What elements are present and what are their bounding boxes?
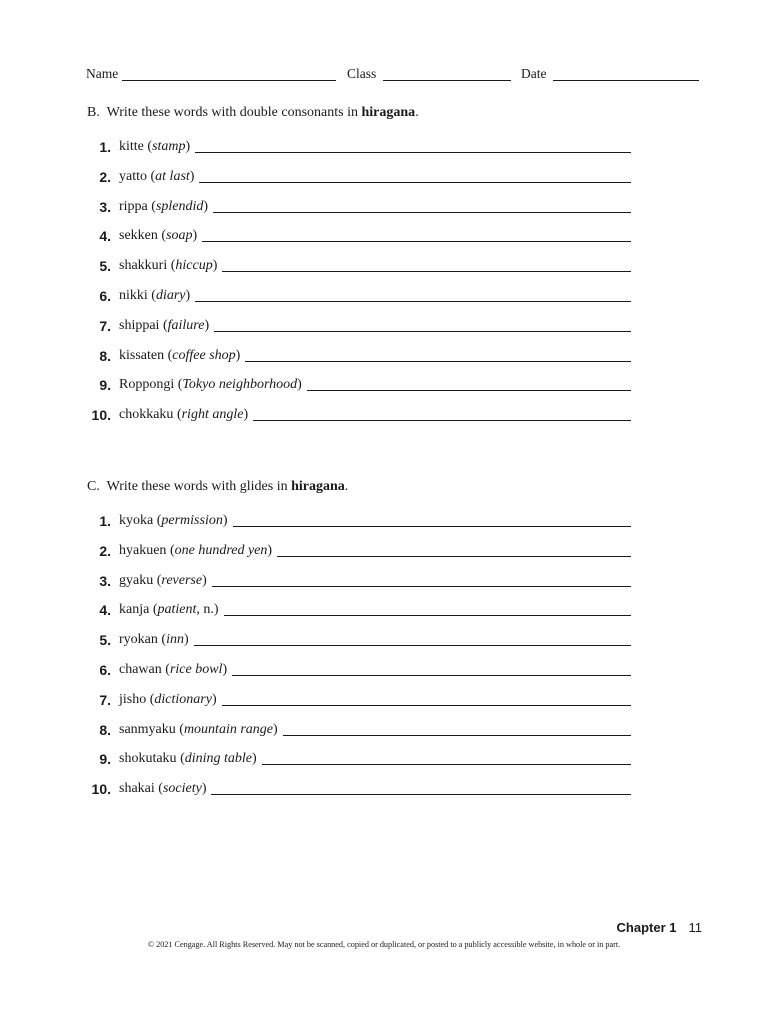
item-number: 10. [91, 781, 111, 798]
item-number: 8. [99, 721, 111, 738]
answer-line[interactable] [222, 705, 631, 706]
item-word: sekken (soap) [119, 228, 198, 244]
romaji-word: kitte [119, 139, 144, 154]
exercise-item [0, 139, 768, 159]
item-word: kissaten (coffee shop) [119, 347, 241, 363]
section-b-instruction: B. Write these words with double consonants in hiragana. [87, 105, 419, 120]
english-gloss: reverse [161, 572, 203, 588]
exercise-item [0, 632, 768, 652]
english-gloss: society [162, 781, 202, 797]
item-number: 2. [99, 542, 111, 559]
english-gloss: coffee shop [172, 347, 236, 363]
item-word: ryokan (inn) [119, 632, 189, 648]
romaji-word: hyakuen [119, 542, 167, 558]
romaji-word: chawan [119, 662, 162, 677]
item-word: sanmyaku (mountain range) [119, 721, 278, 737]
exercise-item [0, 169, 768, 189]
exercise-item [0, 258, 768, 278]
name-label: Name [86, 66, 119, 81]
item-word: yatto (at last) [119, 168, 195, 184]
answer-line[interactable] [212, 586, 631, 587]
answer-line[interactable] [195, 301, 631, 302]
exercise-item [0, 573, 768, 593]
answer-line[interactable] [233, 526, 631, 527]
answer-line[interactable] [232, 675, 631, 676]
answer-line[interactable] [307, 390, 631, 391]
answer-line[interactable] [283, 735, 631, 736]
name-field[interactable] [122, 80, 336, 81]
item-word: shokutaku (dining table) [119, 751, 257, 767]
exercise-item [0, 662, 768, 682]
english-gloss: Tokyo neighborhood [182, 377, 298, 393]
exercise-item [0, 543, 768, 563]
item-number: 9. [99, 751, 111, 768]
english-gloss: stamp [152, 139, 186, 154]
english-gloss: diary [155, 288, 186, 303]
romaji-word: sekken [119, 228, 158, 244]
answer-line[interactable] [194, 645, 631, 646]
romaji-word: shippai [119, 317, 160, 333]
romaji-word: gyaku [119, 572, 154, 588]
item-number: 7. [99, 691, 111, 708]
copyright-notice: © 2021 Cengage. All Rights Reserved. May not be scanned, copied or duplicated, or posted to a publicly accessible website, in whole or in part. [147, 940, 621, 949]
item-number: 3. [99, 198, 111, 215]
item-word: Roppongi (Tokyo neighborhood) [119, 377, 302, 393]
answer-line[interactable] [277, 556, 631, 557]
item-word: jisho (dictionary) [119, 691, 217, 707]
answer-line[interactable] [245, 361, 631, 362]
romaji-word: kissaten [119, 347, 165, 363]
romaji-word: kyoka [119, 513, 154, 528]
item-word: chokkaku (right angle) [119, 407, 249, 423]
item-number: 4. [99, 228, 111, 245]
answer-line[interactable] [213, 212, 631, 213]
item-number: 5. [99, 632, 111, 649]
item-word: chawan (rice bowl) [119, 662, 228, 677]
student-info-header [0, 66, 768, 84]
item-word: shakkuri (hiccup) [119, 258, 218, 274]
answer-line[interactable] [253, 420, 631, 421]
exercise-item [0, 513, 768, 533]
english-gloss: permission [161, 513, 223, 528]
exercise-item [0, 348, 768, 368]
english-gloss: mountain range [183, 721, 273, 737]
item-number: 6. [99, 288, 111, 304]
item-number: 1. [99, 513, 111, 529]
section-c-instruction-text: Write these words with glides in [106, 479, 288, 494]
exercise-item [0, 199, 768, 219]
class-field[interactable] [383, 80, 511, 81]
date-field[interactable] [553, 80, 699, 81]
item-number: 3. [99, 572, 111, 589]
romaji-word: shokutaku [119, 751, 177, 767]
exercise-item [0, 288, 768, 308]
english-gloss: at last [155, 168, 190, 184]
romaji-word: chokkaku [119, 407, 174, 423]
romaji-word: Roppongi [119, 377, 178, 393]
item-number: 5. [99, 258, 111, 275]
english-gloss: right angle [181, 407, 244, 423]
item-word: kyoka (permission) [119, 513, 228, 528]
answer-line[interactable] [214, 331, 631, 332]
section-c-instruction-bold: hiragana [291, 479, 345, 494]
item-number: 1. [99, 139, 111, 155]
section-b-instruction-bold: hiragana [361, 105, 416, 120]
romaji-word: yatto [119, 168, 147, 184]
item-word: rippa (splendid) [119, 198, 209, 214]
english-gloss: patient [157, 602, 197, 618]
chapter-label: Chapter 1 [616, 920, 677, 935]
romaji-word: nikki [119, 288, 148, 303]
english-gloss: failure [167, 317, 205, 333]
romaji-word: rippa [119, 198, 148, 214]
item-number: 8. [99, 347, 111, 364]
romaji-word: jisho [119, 691, 147, 707]
item-word: nikki (diary) [119, 288, 191, 303]
english-gloss: soap [166, 228, 193, 244]
exercise-item [0, 602, 768, 622]
answer-line[interactable] [202, 241, 631, 242]
english-gloss: one hundred yen [174, 542, 268, 558]
romaji-word: shakkuri [119, 258, 168, 274]
chapter-footer [617, 920, 702, 936]
item-word: kitte (stamp) [119, 139, 191, 154]
exercise-item [0, 407, 768, 427]
english-gloss: rice bowl [169, 662, 223, 677]
exercise-item [0, 751, 768, 771]
section-c-letter: C. [87, 479, 100, 494]
section-b-instruction-text: Write these words with double consonants in [106, 105, 358, 120]
answer-line[interactable] [195, 152, 631, 153]
class-label: Class [347, 66, 377, 81]
item-word: gyaku (reverse) [119, 572, 207, 588]
exercise-item [0, 781, 768, 801]
item-word: kanja (patient, n.) [119, 602, 219, 618]
item-word: shippai (failure) [119, 317, 210, 333]
english-gloss: inn [166, 632, 184, 648]
answer-line[interactable] [224, 615, 631, 616]
romaji-word: sanmyaku [119, 721, 176, 737]
item-word: shakai (society) [119, 781, 207, 797]
answer-line[interactable] [222, 271, 631, 272]
english-gloss: splendid [155, 198, 204, 214]
exercise-item [0, 377, 768, 397]
section-c-instruction: C. Write these words with glides in hiragana. [87, 479, 349, 494]
exercise-item [0, 228, 768, 248]
english-gloss: dictionary [154, 691, 212, 707]
english-gloss: hiccup [175, 258, 213, 274]
exercise-item [0, 692, 768, 712]
item-number: 4. [99, 602, 111, 619]
item-number: 7. [99, 317, 111, 334]
answer-line[interactable] [211, 794, 631, 795]
english-gloss: dining table [184, 751, 253, 767]
exercise-item [0, 318, 768, 338]
answer-line[interactable] [199, 182, 631, 183]
item-number: 6. [99, 662, 111, 678]
page-number: 11 [688, 920, 702, 935]
item-word: hyakuen (one hundred yen) [119, 542, 273, 558]
item-number: 9. [99, 377, 111, 394]
exercise-item [0, 722, 768, 742]
answer-line[interactable] [262, 764, 631, 765]
item-number: 2. [99, 168, 111, 185]
romaji-word: kanja [119, 602, 150, 618]
romaji-word: shakai [119, 781, 155, 797]
date-label: Date [521, 66, 547, 81]
romaji-word: ryokan [119, 632, 158, 648]
item-number: 10. [91, 407, 111, 424]
gloss-suffix: , n. [196, 602, 214, 618]
section-b-letter: B. [87, 105, 100, 120]
